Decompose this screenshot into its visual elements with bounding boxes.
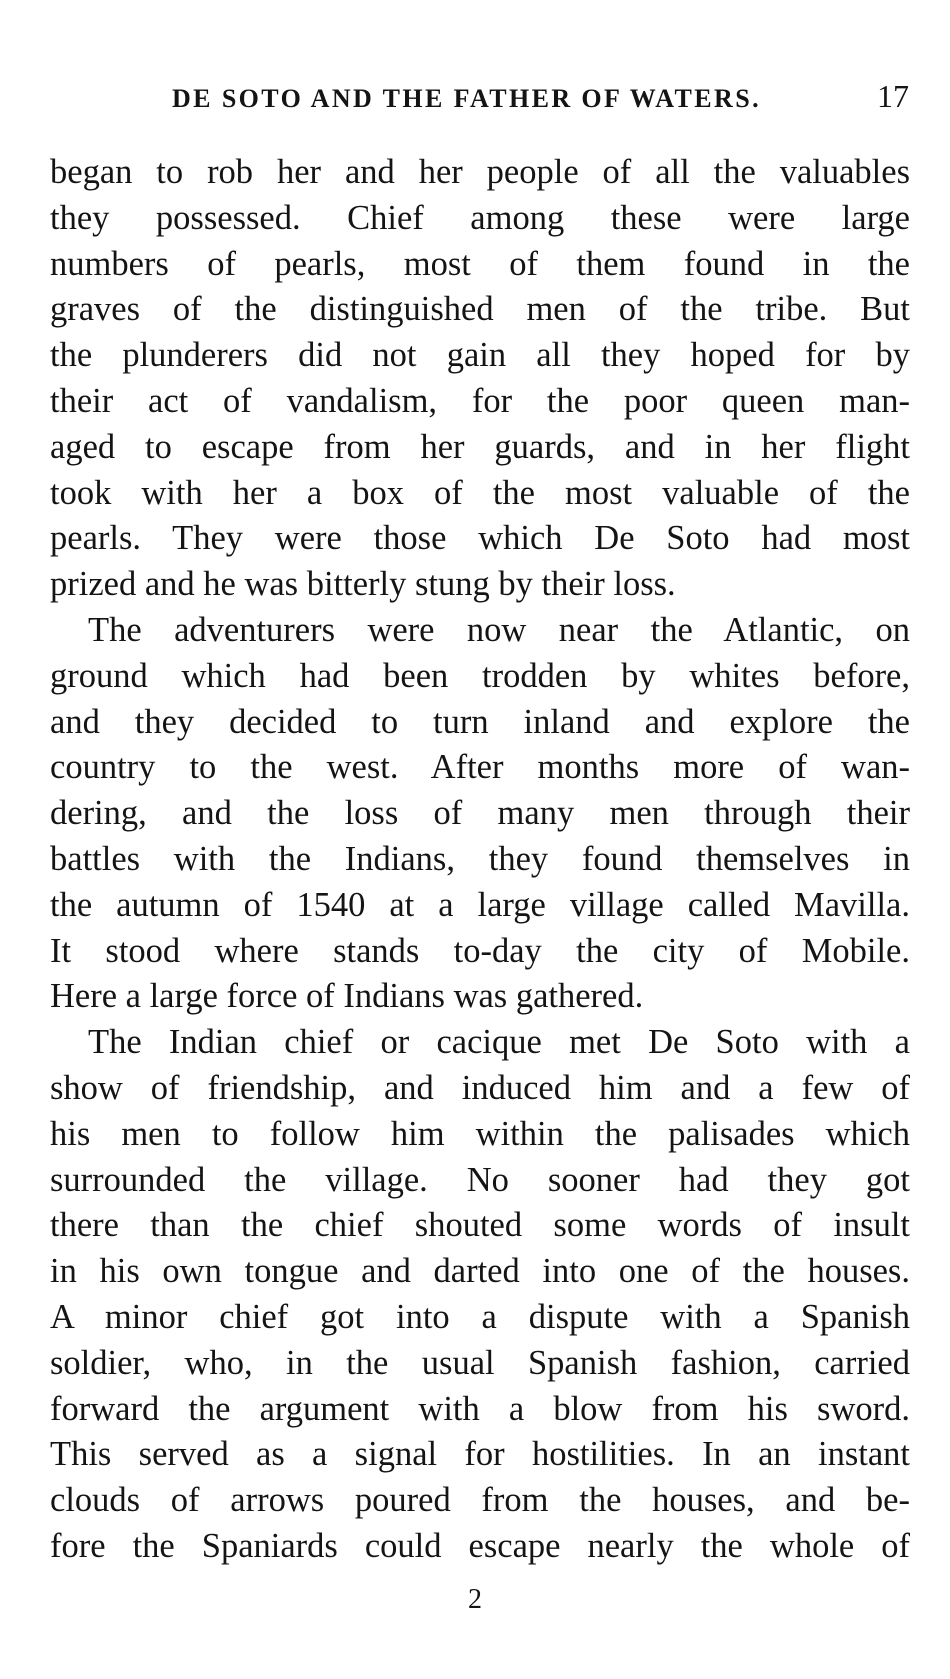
text-line: soldier, who, in the usual Spanish fashion, carried [50,1343,910,1382]
text-line: they possessed. Chief among these were large [50,198,910,237]
text-line: the plunderers did not gain all they hoped for by [50,336,910,375]
text-line: pearls. They were those which De Soto had most [50,519,910,558]
text-line: country to the west. After months more of wan- [50,748,910,787]
text-line: This served as a signal for hostilities. In an instant [50,1435,910,1474]
text-line: fore the Spaniards could escape nearly the whole of [50,1526,910,1565]
text-line: aged to escape from her guards, and in her flight [50,427,910,466]
text-line: dering, and the loss of many men through their [50,794,910,833]
text-line: there than the chief shouted some words of insult [50,1206,910,1245]
text-line: battles with the Indians, they found themselves in [50,839,910,878]
text-line: took with her a box of the most valuable of the [50,473,910,512]
text-line: ground which had been trodden by whites before, [50,656,910,695]
running-head [0,78,950,118]
text-line: A minor chief got into a dispute with a Spanish [50,1297,910,1336]
text-line: their act of vandalism, for the poor queen man- [50,381,910,420]
text-line: prized and he was bitterly stung by their loss. [50,565,676,604]
text-line: surrounded the village. No sooner had they got [50,1160,910,1199]
text-line: graves of the distinguished men of the tribe. But [50,290,910,329]
text-line: numbers of pearls, most of them found in the [50,244,910,283]
running-title: DE SOTO AND THE FATHER OF WATERS. [172,84,761,113]
paragraph-first-line: The Indian chief or cacique met De Soto with a [88,1023,910,1062]
text-line: his men to follow him within the palisades which [50,1114,910,1153]
body-text [50,150,910,1570]
paragraph-first-line: The adventurers were now near the Atlantic, on [88,610,910,649]
text-line: in his own tongue and darted into one of the houses. [50,1252,910,1291]
page-number: 17 [877,78,909,114]
text-line: and they decided to turn inland and explore the [50,702,910,741]
text-line: show of friendship, and induced him and a few of [50,1068,910,1107]
text-line: the autumn of 1540 at a large village called Mavilla. [50,885,910,924]
text-line: It stood where stands to-day the city of Mobile. [50,931,910,970]
text-line: began to rob her and her people of all the valuables [50,153,910,191]
text-line: Here a large force of Indians was gathered. [50,977,644,1016]
signature-mark: 2 [468,1584,482,1615]
text-line: forward the argument with a blow from his sword. [50,1389,910,1428]
text-line: clouds of arrows poured from the houses, and be- [50,1481,910,1520]
